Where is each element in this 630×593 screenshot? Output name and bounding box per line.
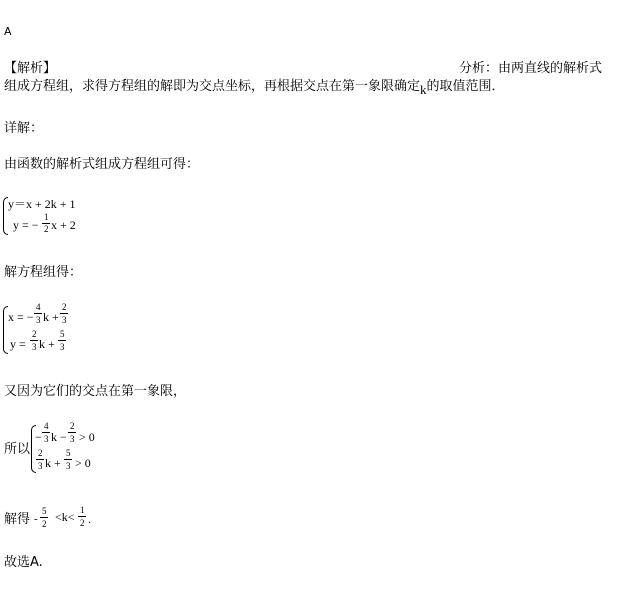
system3-ineq2-num: 2	[38, 448, 43, 458]
system2-eq1-num2: 2	[62, 302, 67, 312]
result-end: .	[88, 512, 91, 526]
analysis-prefix: 分析：由两直线的解析式	[459, 61, 603, 76]
system3-ineq1-rhs: > 0	[79, 430, 95, 444]
solve-label: 解得	[4, 512, 31, 527]
so-label: 所以	[4, 442, 31, 457]
system2-eq1-mid: k +	[43, 310, 59, 324]
system2-eq1-lhs: x = −	[8, 310, 34, 324]
system3-ineq2-bar	[36, 459, 44, 460]
system2-eq2-mid: k +	[39, 337, 55, 351]
result-mid: <k<	[55, 510, 75, 524]
system1-eq2-rhs: x + 2	[51, 218, 76, 232]
system1-eq2-num: 1	[44, 212, 49, 222]
system2-eq1-bar2	[60, 313, 68, 314]
system3-ineq1-num: 4	[44, 421, 49, 431]
system2-eq2-bar	[30, 340, 38, 341]
answer-letter: A	[4, 25, 12, 38]
system3-ineq2-rhs: > 0	[75, 456, 91, 470]
system2-eq2-den2: 3	[60, 342, 65, 352]
system3-ineq1-bar2	[68, 432, 76, 433]
step2-text: 解方程组得：	[4, 265, 83, 280]
system2-eq1-den: 3	[36, 315, 41, 325]
result-bar2	[78, 516, 86, 517]
analysis-var: k	[420, 82, 427, 97]
system2-eq1-den2: 3	[62, 315, 67, 325]
system2-eq2-bar2	[58, 340, 66, 341]
result-num2: 1	[80, 505, 85, 515]
result-num1: 5	[42, 506, 47, 516]
analysis-line2-after: 的取值范围．	[426, 79, 505, 94]
analysis-line2	[4, 79, 505, 97]
analysis-label: 【解析】	[4, 61, 57, 76]
system2-eq2-num2: 5	[60, 329, 65, 339]
system2-eq2-lhs: y =	[10, 337, 26, 351]
final-answer: 故选A.	[4, 555, 43, 570]
system3-ineq1-minus: −	[35, 430, 42, 444]
system1-eq2-den: 2	[44, 224, 49, 234]
system3-ineq2-den: 3	[38, 461, 43, 471]
system3-ineq2-bar2	[64, 459, 72, 460]
system2-eq2-den: 3	[32, 342, 37, 352]
step3-text: 又因为它们的交点在第一象限，	[4, 384, 187, 399]
system3-ineq1-den2: 3	[70, 434, 75, 444]
result-den2: 2	[80, 518, 85, 528]
detail-label: 详解：	[4, 121, 44, 136]
step1-text: 由函数的解析式组成方程组可得：	[4, 157, 200, 172]
system1-eq1: y＝x + 2k + 1	[8, 197, 76, 211]
system3-ineq1-mid: k −	[51, 430, 67, 444]
system2-eq1-bar	[34, 313, 42, 314]
system2-eq2-num: 2	[32, 329, 37, 339]
result-bar1	[40, 517, 48, 518]
system3-ineq2-num2: 5	[66, 448, 71, 458]
analysis-line2-before: 组成方程组，求得方程组的解即为交点坐标，再根据交点在第一象限确定	[4, 79, 421, 94]
system3-ineq2-den2: 3	[66, 461, 71, 471]
result-minus: -	[34, 513, 38, 525]
system3-ineq1-den: 3	[44, 434, 49, 444]
system3-ineq1-num2: 2	[70, 421, 75, 431]
system1-eq2-lhs: y = −	[13, 218, 39, 232]
system2-eq1-num: 4	[36, 302, 41, 312]
result-den1: 2	[42, 519, 47, 529]
system3-ineq2-mid: k +	[45, 456, 61, 470]
system3-ineq1-bar	[42, 432, 50, 433]
